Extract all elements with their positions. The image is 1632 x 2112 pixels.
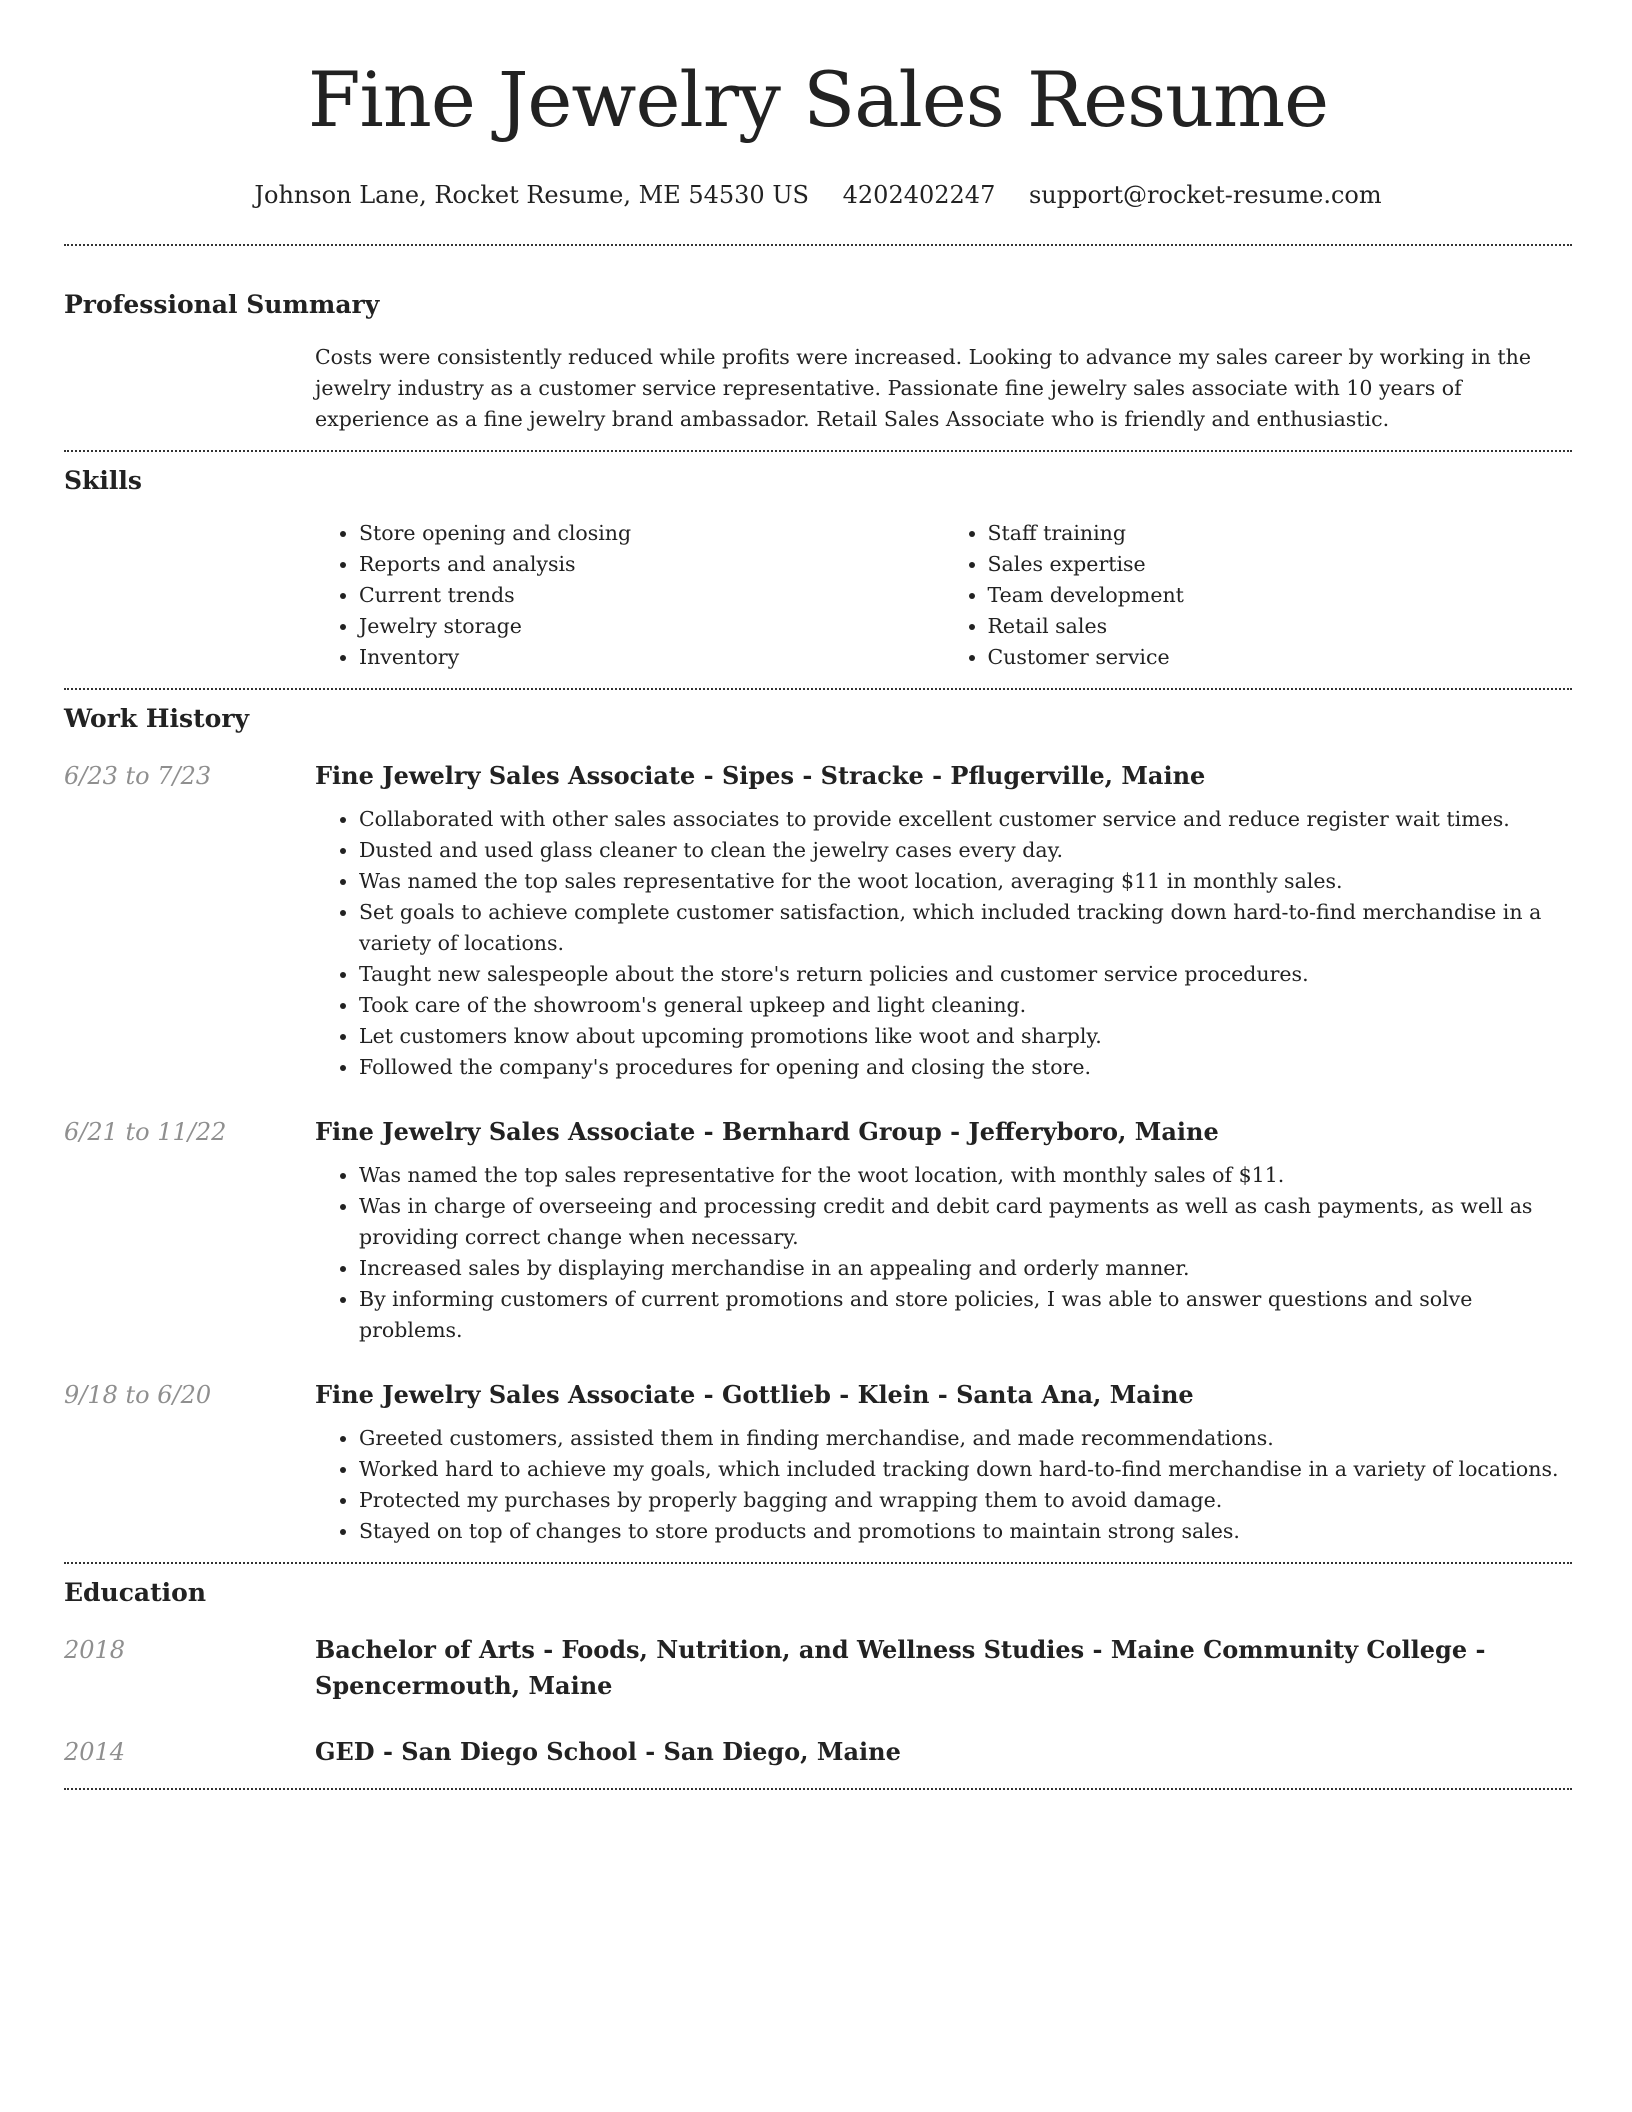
job-dates: 6/21 to 11/22 (64, 1118, 227, 1146)
job-bullet: • Protected my purchases by properly bagging and wrapping them to avoid damage. (359, 1485, 1572, 1516)
work-section (64, 690, 1572, 1547)
job-bullet: • Was named the top sales representative for the woot location, with monthly sales of $11. (359, 1160, 1572, 1191)
job-bullet: • Collaborated with other sales associates to provide excellent customer service and reduce register wait times. (359, 804, 1572, 835)
job-bullet: • Taught new salespeople about the store's return policies and customer service procedures. (359, 959, 1572, 990)
job-bullet: • Worked hard to achieve my goals, which included tracking down hard-to-find merchandise in a variety of locations. (359, 1454, 1572, 1485)
resume-title: Fine Jewelry Sales Resume (307, 55, 1329, 144)
contact-phone: 4202402247 (842, 181, 996, 209)
work-heading: Work History (64, 704, 250, 733)
skills-heading: Skills (64, 466, 142, 495)
contact-address: Johnson Lane, Rocket Resume, ME 54530 US (254, 181, 809, 209)
job-bullets (315, 804, 1572, 1083)
job-bullet: • Greeted customers, assisted them in finding merchandise, and made recommendations. (359, 1423, 1572, 1454)
job-title: Fine Jewelry Sales Associate - Bernhard Group - Jefferyboro, Maine (315, 1117, 1219, 1146)
job-entry (64, 1114, 1572, 1346)
education-year: 2014 (64, 1738, 126, 1766)
skill-item: • Store opening and closing (359, 518, 944, 549)
skills-list-left (315, 518, 944, 673)
skill-item: • Customer service (988, 642, 1573, 673)
job-entry (64, 1377, 1572, 1547)
job-bullet: • Took care of the showroom's general upkeep and light cleaning. (359, 990, 1572, 1021)
education-heading: Education (64, 1578, 207, 1607)
divider (64, 1788, 1572, 1790)
job-entry (64, 758, 1572, 1083)
education-section (64, 1564, 1572, 1770)
skill-item: • Team development (988, 580, 1573, 611)
job-bullets (315, 1423, 1572, 1547)
resume-page (64, 0, 1572, 1790)
skills-list-right (944, 518, 1573, 673)
job-bullet: • Was in charge of overseeing and processing credit and debit card payments as well as cash payments, as well as providing correct change when necessary. (359, 1191, 1572, 1253)
education-degree: GED - San Diego School - San Diego, Maine (315, 1737, 901, 1766)
job-title: Fine Jewelry Sales Associate - Sipes - Stracke - Pflugerville, Maine (315, 761, 1206, 790)
skill-item: • Jewelry storage (359, 611, 944, 642)
skill-item: • Staff training (988, 518, 1573, 549)
education-degree: Bachelor of Arts - Foods, Nutrition, and Wellness Studies - Maine Community College - Spencermouth, Maine (315, 1635, 1486, 1700)
summary-text: Costs were consistently reduced while profits were increased. Looking to advance my sales career by working in the jewelry industry as a customer service representative. Passionate fine jewelry sales associate with 10 years of experience as a fine jewelry brand ambassador. Retail Sales Associate who is friendly and enthusiastic. (315, 345, 1531, 431)
job-bullet: • Dusted and used glass cleaner to clean the jewelry cases every day. (359, 835, 1572, 866)
job-bullet: • By informing customers of current promotions and store policies, I was able to answer questions and solve problems. (359, 1284, 1572, 1346)
education-year: 2018 (64, 1636, 126, 1664)
job-bullet: • Was named the top sales representative for the woot location, averaging $11 in monthly sales. (359, 866, 1572, 897)
contact-line (64, 180, 1572, 210)
education-entry (64, 1734, 1572, 1770)
skill-item: • Current trends (359, 580, 944, 611)
job-dates: 6/23 to 7/23 (64, 762, 212, 790)
job-bullet: • Set goals to achieve complete customer satisfaction, which included tracking down hard-to-find merchandise in a variety of locations. (359, 897, 1572, 959)
skill-item: • Reports and analysis (359, 549, 944, 580)
skill-item: • Sales expertise (988, 549, 1573, 580)
job-bullet: • Stayed on top of changes to store products and promotions to maintain strong sales. (359, 1516, 1572, 1547)
job-bullet: • Increased sales by displaying merchandise in an appealing and orderly manner. (359, 1253, 1572, 1284)
summary-section (64, 246, 1572, 435)
job-title: Fine Jewelry Sales Associate - Gottlieb - Klein - Santa Ana, Maine (315, 1380, 1194, 1409)
skill-item: • Retail sales (988, 611, 1573, 642)
job-bullets (315, 1160, 1572, 1346)
skill-item: • Inventory (359, 642, 944, 673)
summary-heading: Professional Summary (64, 290, 380, 319)
job-bullet: • Let customers know about upcoming promotions like woot and sharply. (359, 1021, 1572, 1052)
education-entry (64, 1632, 1572, 1704)
job-dates: 9/18 to 6/20 (64, 1381, 212, 1409)
job-bullet: • Followed the company's procedures for opening and closing the store. (359, 1052, 1572, 1083)
contact-email: support@rocket-resume.com (1028, 181, 1382, 209)
skills-section (64, 452, 1572, 673)
